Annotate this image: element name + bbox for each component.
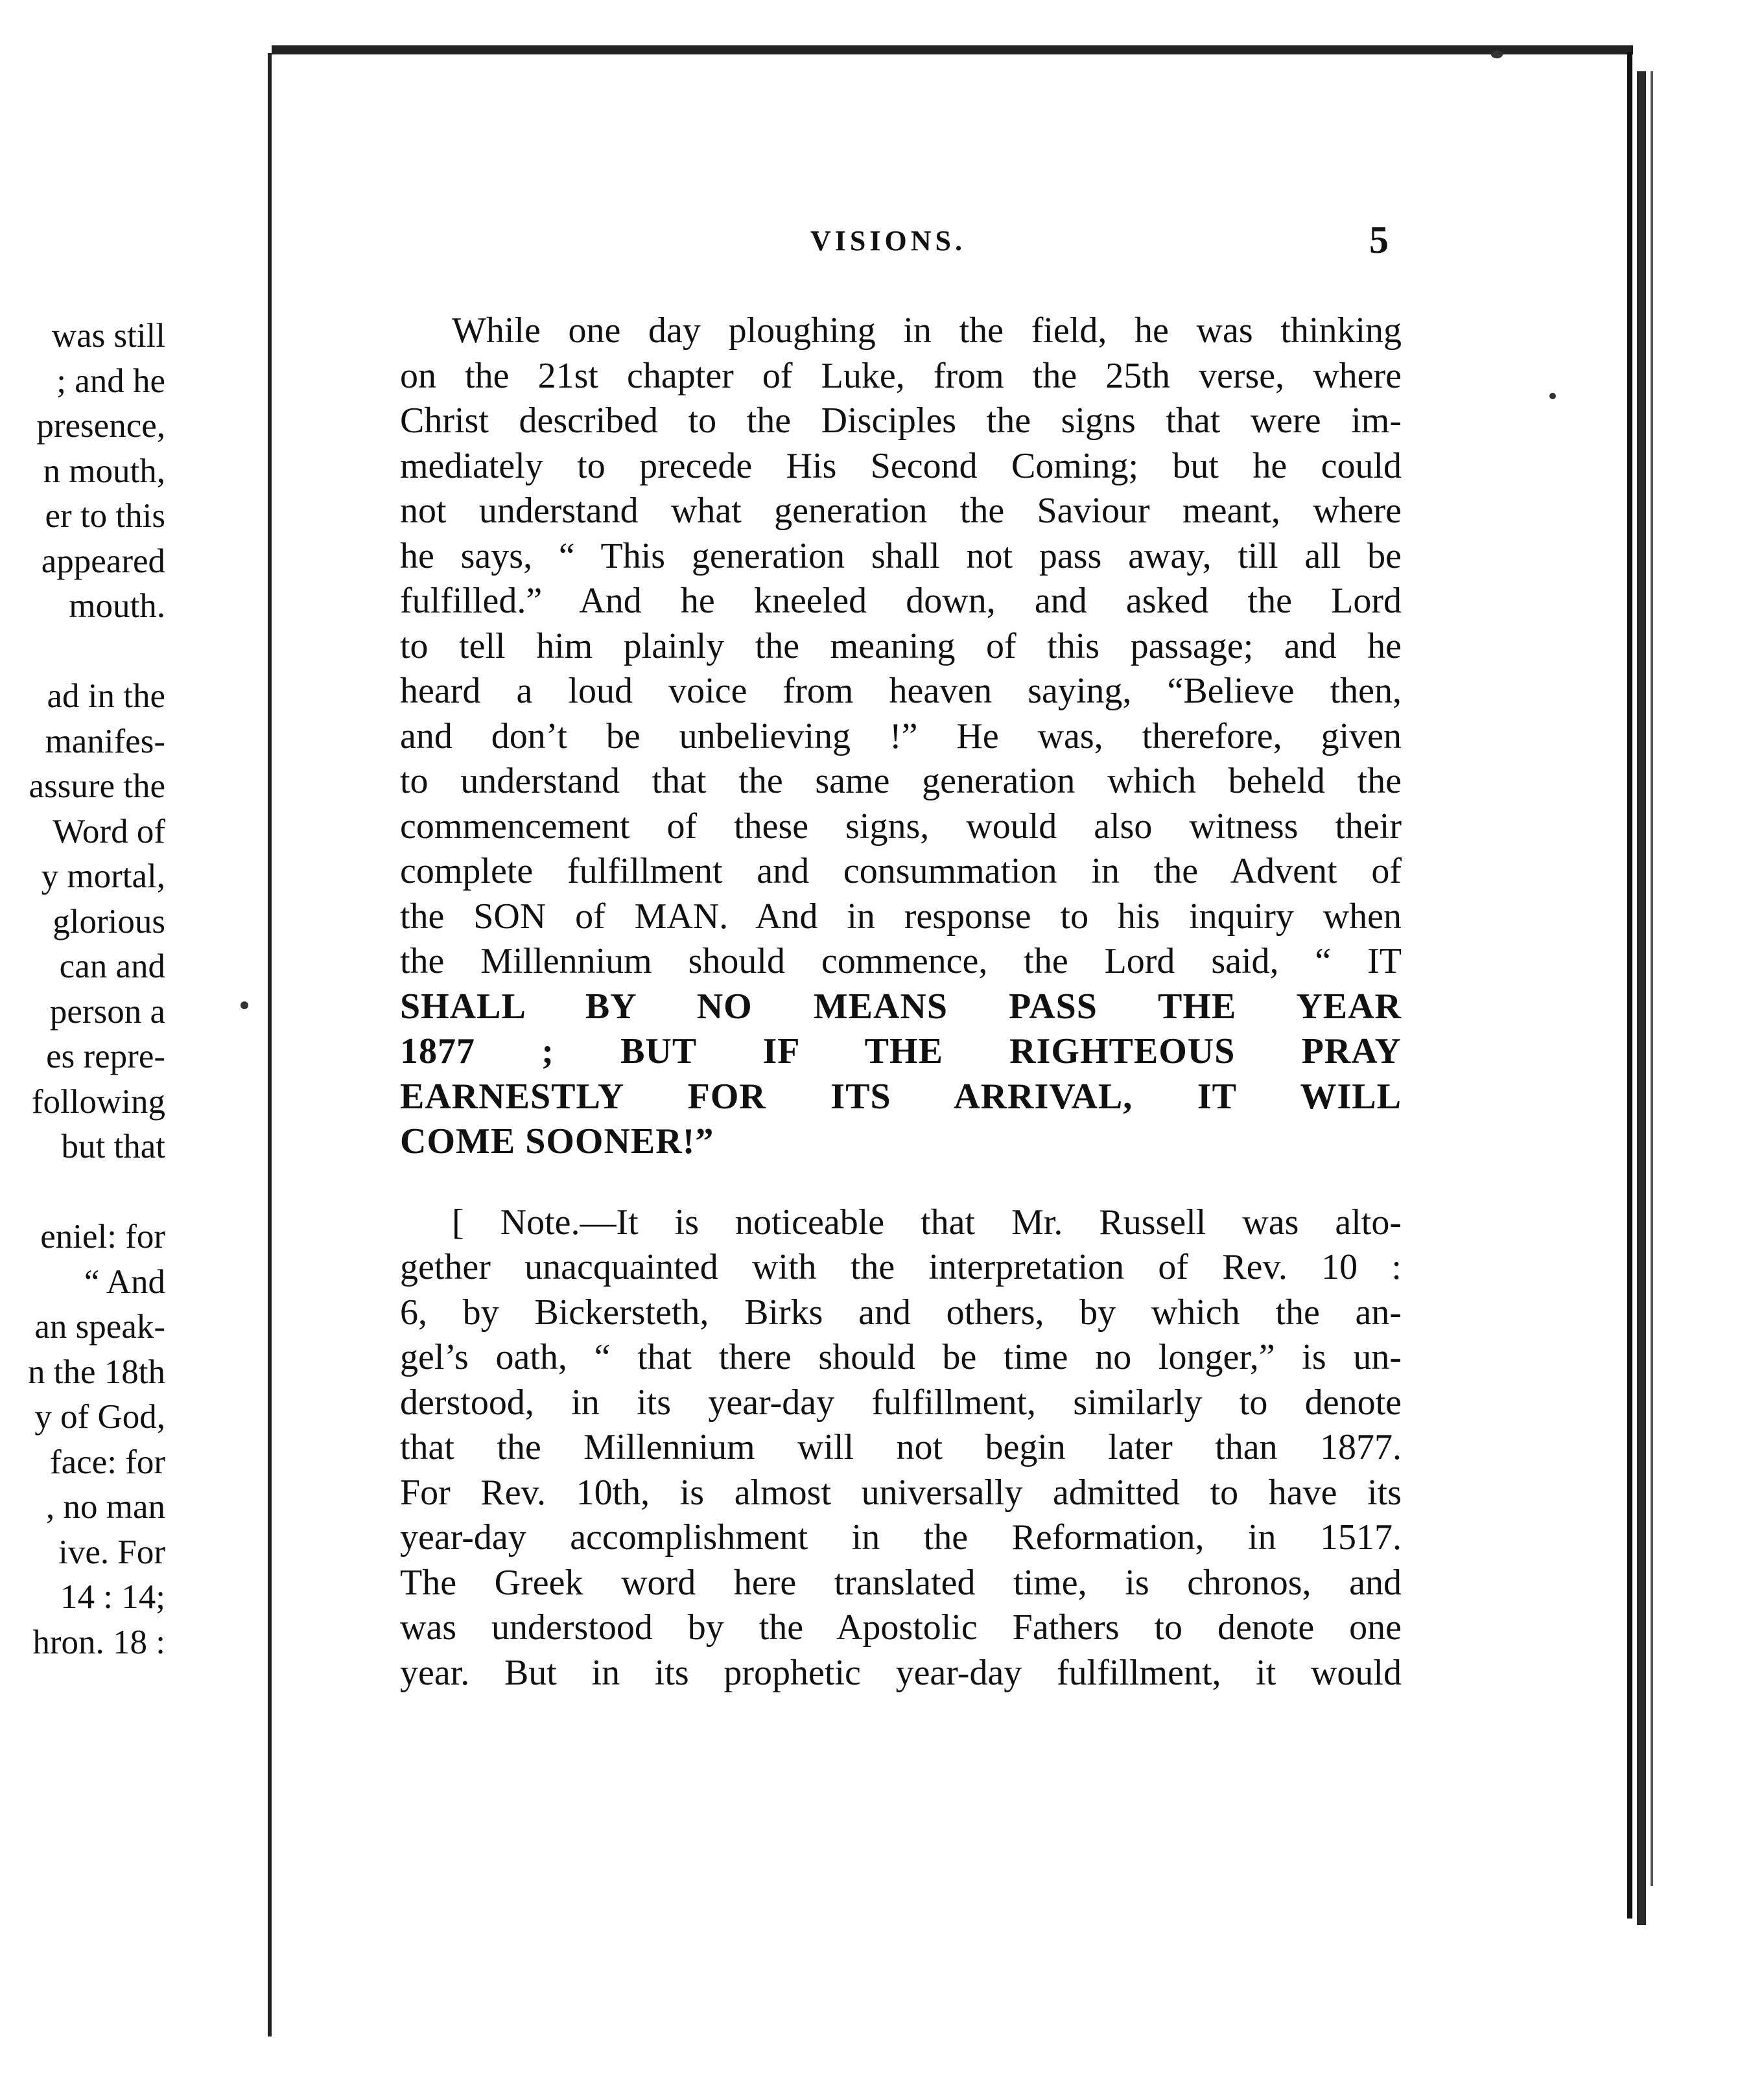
left-line: ad in the <box>47 677 165 715</box>
note-line: year. But in its prophetic year-day fulfillment, it would <box>400 1652 1402 1693</box>
text-line: mediately to precede His Second Coming; but he could <box>400 445 1402 486</box>
page-right-edge <box>1637 71 1646 1925</box>
text-line: commencement of these signs, would also witness their <box>400 806 1402 846</box>
left-line: y mortal, <box>41 858 165 895</box>
text-line: and don’t be unbelieving !” He was, therefore, given <box>400 716 1402 756</box>
text-line: fulfilled.” And he kneeled down, and asked the Lord <box>400 581 1402 621</box>
left-line: n the 18th <box>28 1353 165 1391</box>
left-line: was still <box>51 317 165 355</box>
ink-speck <box>1491 51 1503 58</box>
text-line: heard a loud voice from heaven saying, “Believe then, <box>400 671 1402 711</box>
note-line: 6, by Bickersteth, Birks and others, by which the an- <box>400 1292 1402 1333</box>
left-line: n mouth, <box>43 452 165 490</box>
note-line: For Rev. 10th, is almost universally admitted to have its <box>400 1472 1402 1513</box>
left-line: es repre- <box>46 1038 165 1075</box>
page-gutter-line <box>268 53 272 2036</box>
left-line: y of God, <box>34 1398 165 1436</box>
note-line: The Greek word here translated time, is chronos, and <box>400 1562 1402 1603</box>
prophecy-line: COME SOONER!” <box>400 1121 714 1161</box>
text-line: on the 21st chapter of Luke, from the 25th verse, where <box>400 355 1402 396</box>
left-facing-page <box>0 47 263 2017</box>
left-line: face: for <box>50 1443 165 1481</box>
page-number: 5 <box>1369 218 1389 261</box>
ink-speck <box>241 1001 248 1009</box>
ink-speck <box>1549 393 1556 399</box>
text-line: to understand that the same generation which beheld the <box>400 761 1402 801</box>
left-line: an speak- <box>34 1308 165 1346</box>
note-line: [ Note.—It is noticeable that Mr. Russell was alto- <box>452 1202 1402 1242</box>
text-line: the SON of MAN. And in response to his inquiry when <box>400 896 1402 937</box>
left-line: mouth. <box>69 587 165 625</box>
left-line: person a <box>49 992 165 1031</box>
running-head: VISIONS. <box>810 225 966 257</box>
page-top-edge <box>272 45 1633 54</box>
left-line: Word of <box>53 812 165 850</box>
note-line: year-day accomplishment in the Reformation, in 1517. <box>400 1517 1402 1558</box>
left-line: er to this <box>45 497 165 535</box>
page-right-edge <box>1651 71 1653 1886</box>
prophecy-line: 1877 ; BUT IF THE RIGHTEOUS PRAY <box>400 1031 1402 1071</box>
left-line: assure the <box>29 767 165 805</box>
text-line: the Millennium should commence, the Lord said, “ IT <box>400 941 1402 981</box>
prophecy-line: EARNESTLY FOR ITS ARRIVAL, IT WILL <box>400 1076 1402 1117</box>
text-line: to tell him plainly the meaning of this passage; and he <box>400 625 1402 666</box>
left-line: eniel: for <box>40 1218 165 1255</box>
note-line: derstood, in its year-day fulfillment, similarly to denote <box>400 1382 1402 1423</box>
left-line: manifes- <box>45 722 165 760</box>
note-line: that the Millennium will not begin later than 1877. <box>400 1427 1402 1467</box>
left-page-text <box>0 314 165 1665</box>
left-line: following <box>31 1082 165 1121</box>
left-line: , no man <box>46 1488 165 1526</box>
left-line: glorious <box>53 902 165 940</box>
text-line: complete fulfillment and consummation in the Advent of <box>400 851 1402 891</box>
left-line: appeared <box>41 542 165 580</box>
left-line: 14 : 14; <box>60 1578 165 1616</box>
left-line: ive. For <box>58 1533 165 1571</box>
left-line: but that <box>61 1128 165 1165</box>
left-line <box>0 1170 165 1215</box>
left-line: ; and he <box>56 362 165 400</box>
paragraph <box>400 309 1402 1165</box>
left-line: can and <box>59 948 165 985</box>
left-line: presence, <box>36 407 165 445</box>
note-line: gel’s oath, “ that there should be time no longer,” is un- <box>400 1337 1402 1377</box>
left-line: hron. 18 : <box>32 1623 165 1661</box>
note-line: was understood by the Apostolic Fathers to denote one <box>400 1607 1402 1648</box>
prophecy-line: SHALL BY NO MEANS PASS THE YEAR <box>400 986 1402 1027</box>
left-line: “ And <box>84 1263 165 1301</box>
page-body <box>400 309 1402 1696</box>
text-line: While one day ploughing in the field, he was thinking <box>452 310 1402 351</box>
paragraph-gap <box>400 1165 1402 1200</box>
text-line: not understand what generation the Saviour meant, where <box>400 491 1402 531</box>
text-line: he says, “ This generation shall not pass away, till all be <box>400 535 1402 576</box>
page-right-edge <box>1627 52 1632 1919</box>
note-line: gether unacquainted with the interpretation of Rev. 10 : <box>400 1247 1402 1287</box>
note-paragraph <box>400 1200 1402 1696</box>
left-line <box>0 629 165 675</box>
text-line: Christ described to the Disciples the signs that were im- <box>400 401 1402 441</box>
